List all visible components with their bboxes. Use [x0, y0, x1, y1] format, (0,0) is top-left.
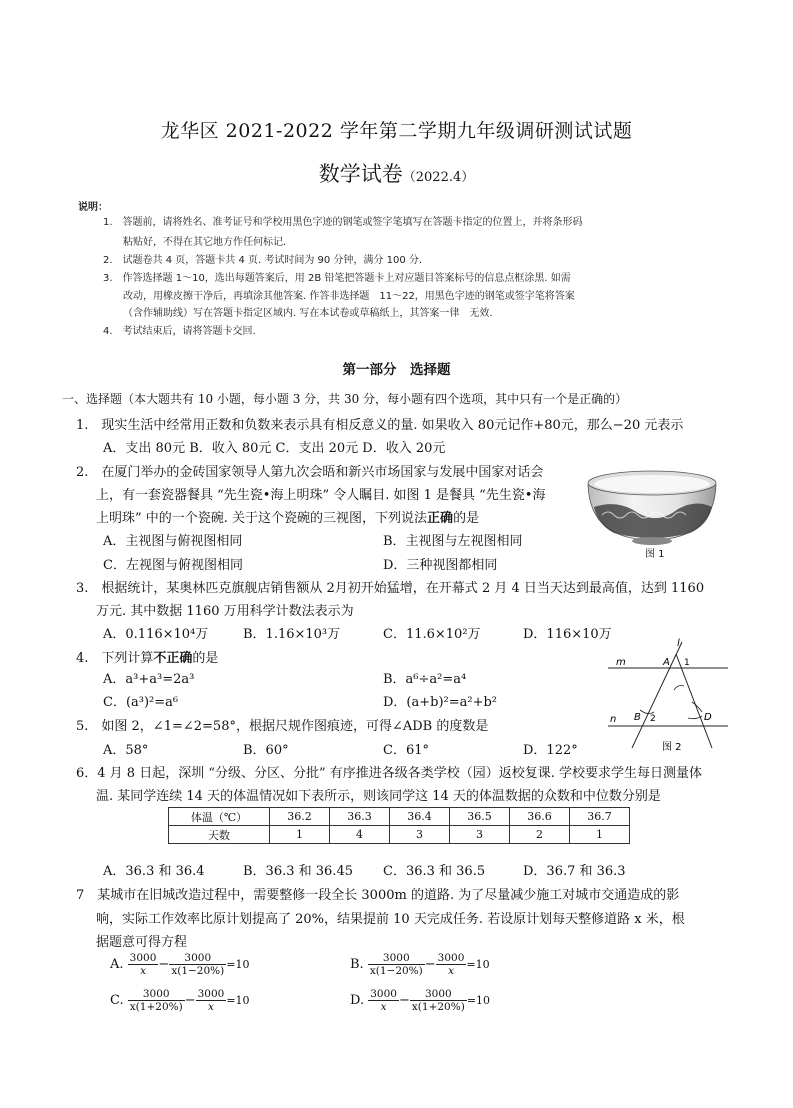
- note-line-1: 1. 答题前，请将姓名、准考证号和学校用黑色字迹的钢笔或签字笔填写在答题卡指定的位置上，并将条形码: [103, 217, 583, 228]
- q2-line3: [96, 507, 479, 526]
- q2-option-c: C．左视图与俯视图相同: [103, 558, 243, 573]
- figure1-caption: 图 1: [645, 549, 665, 560]
- fraction: $\frac{3000}{x(1+20\%)}$: [129, 988, 183, 1013]
- label-d: D: [704, 712, 712, 723]
- compass-arc-1: [674, 686, 684, 691]
- fraction: $\frac{3000}{x}$: [197, 988, 225, 1013]
- q7-line2: 响，实际工作效率比原计划提高了 20%，结果提前 10 天完成任务. 若设原计划每天整修道路 x 米，根: [96, 912, 685, 927]
- q3-line2: 万元. 其中数据 1160 万用科学计数法表示为: [96, 604, 354, 619]
- table-header-days: 天数: [169, 826, 270, 844]
- table-cell: 2: [510, 826, 570, 844]
- q6-option-d: D．36.7 和 36.3: [523, 864, 626, 879]
- q3-line1: 3. 根据统计，某奥林匹克旗舰店销售额从 2月初开始猛增，在开幕式 2 月 4 日当天达到最高值，达到 1160: [76, 581, 705, 596]
- option-letter: C.: [110, 993, 124, 1008]
- q1-text: 1. 现实生活中经常用正数和负数来表示具有相反意义的量. 如果收入 80元记作+80元，那么−20 元表示: [76, 418, 684, 433]
- notes-label: 说明：: [78, 202, 108, 213]
- q7-option-b: B. $\frac{3000}{x(1-20\%)}$ − $\frac{3000}{x}$ =10: [350, 952, 490, 977]
- q1-options: A．支出 80元 B．收入 80元 C．支出 20元 D．收入 20元: [103, 441, 446, 456]
- label-m: m: [616, 657, 626, 668]
- note-line-3: 3. 作答选择题 1～10，选出每题答案后，用 2B 铅笔把答题卡上对应题目答案标号的信息点框涂黑. 如需: [103, 273, 571, 284]
- table-header-temp: 体温（℃）: [169, 808, 270, 826]
- q4-option-b: B．a⁶÷a²=a⁴: [383, 672, 467, 687]
- label-angle-2: 2: [650, 714, 656, 724]
- table-cell: 36.3: [330, 808, 390, 826]
- q6-option-c: C．36.3 和 36.5: [383, 864, 486, 879]
- q7-option-a: A. $\frac{3000}{x}$ − $\frac{3000}{x(1-20\%)}$ =10: [110, 952, 250, 977]
- note-line-3c: （含作辅助线）写在答题卡指定区域内. 写在本试卷或草稿纸上，其答案一律 无效.: [123, 308, 493, 319]
- q4-option-c: C．(a³)²=a⁶: [103, 695, 179, 710]
- q3-option-d: D．116×10万: [523, 627, 612, 642]
- q5-option-b: B．60°: [243, 743, 289, 758]
- fraction: $\frac{3000}{x}$: [370, 988, 397, 1013]
- q3-option-c: C．11.6×10²万: [383, 627, 481, 642]
- fraction: $\frac{3000}{x(1-20\%)}$: [171, 952, 225, 977]
- label-angle-1: 1: [684, 658, 690, 668]
- q2-option-b: B．主视图与左视图相同: [383, 534, 523, 549]
- label-a: A: [663, 657, 670, 668]
- q4-text: [76, 647, 218, 666]
- option-letter: D.: [350, 993, 365, 1008]
- temperature-table: [168, 807, 630, 844]
- q5-option-c: C．61°: [383, 743, 429, 758]
- q2-line1: 2. 在厦门举办的金砖国家领导人第九次会晤和新兴市场国家与发展中国家对话会: [76, 465, 544, 480]
- note-line-2: 2. 试题卷共 4 页，答题卡共 4 页. 考试时间为 90 分钟，满分 100 分.: [103, 255, 423, 266]
- table-cell: 3: [390, 826, 450, 844]
- q7-option-d: D. $\frac{3000}{x}$ − $\frac{3000}{x(1+20\%)}$ =10: [350, 988, 491, 1013]
- q2-line3-end: 的是: [453, 511, 480, 526]
- q2-line2: 上，有一套瓷器餐具 “先生瓷•海上明珠” 令人瞩目. 如图 1 是餐具 “先生瓷•海: [96, 488, 546, 503]
- note-line-1b: 粘贴好，不得在其它地方作任何标记.: [123, 237, 287, 248]
- q6-option-b: B．36.3 和 36.45: [243, 864, 353, 879]
- section-instruction: 一、选择题（本大题共有 10 小题，每小题 3 分，共 30 分，每小题有四个选项，其中只有一个是正确的）: [62, 392, 628, 406]
- q7-line1: 7 某城市在旧城改造过程中，需要整修一段全长 3000m 的道路. 为了尽量减少施工对城市交通造成的影: [76, 888, 680, 903]
- table-cell: 36.5: [450, 808, 510, 826]
- option-letter: B.: [350, 957, 364, 972]
- line-l: [632, 642, 682, 748]
- compass-arc-3: [692, 702, 702, 712]
- option-letter: A.: [110, 957, 124, 972]
- q6-option-a: A．36.3 和 36.4: [103, 864, 205, 879]
- fraction: $\frac{3000}{x(1-20\%)}$: [369, 952, 423, 977]
- q7-line3: 据题意可得方程: [96, 935, 188, 950]
- q4-option-d: D．(a+b)²=a²+b²: [383, 695, 498, 710]
- table-cell: 36.2: [270, 808, 330, 826]
- q7-option-c: C. $\frac{3000}{x(1+20\%)}$ − $\frac{3000}{x}$ =10: [110, 988, 250, 1013]
- q4-text-start: 4. 下列计算: [76, 651, 154, 666]
- table-cell: 1: [270, 826, 330, 844]
- table-cell: 3: [450, 826, 510, 844]
- label-b: B: [634, 712, 641, 723]
- q2-emphasis: 正确: [427, 511, 454, 526]
- exam-date: （2022.4）: [402, 170, 475, 185]
- table-row: [169, 826, 630, 844]
- q2-option-a: A．主视图与俯视图相同: [103, 534, 243, 549]
- q3-option-a: A．0.116×10⁴万: [103, 627, 209, 642]
- table-cell: 1: [570, 826, 630, 844]
- label-n: n: [610, 714, 617, 725]
- q5-text: 5. 如图 2，∠1=∠2=58°，根据尺规作图痕迹，可得∠ADB 的度数是: [76, 719, 489, 734]
- q4-option-a: A．a³+a³=2a³: [103, 672, 195, 687]
- exam-title: 龙华区 2021-2022 学年第二学期九年级调研测试试题: [160, 120, 633, 142]
- q6-line1: 6．4 月 8 日起，深圳 “分级、分区、分批” 有序推进各级各类学校（园）返校复课. 学校要求学生每日测量体: [76, 766, 703, 781]
- q6-line2: 温. 某同学连续 14 天的体温情况如下表所示，则该同学这 14 天的体温数据的众数和中位数分别是: [96, 789, 661, 804]
- note-line-3b: 改动，用橡皮擦干净后，再填涂其他答案. 作答非选择题 11～22，用黑色字迹的钢笔或签字笔将答案: [123, 291, 575, 302]
- geometry-figure: [600, 632, 730, 757]
- q5-option-d: D．122°: [523, 743, 578, 758]
- q3-option-b: B．1.16×10³万: [243, 627, 341, 642]
- q2-line3-text: 上明珠” 中的一个瓷碗. 关于这个瓷碗的三视图，下列说法: [96, 511, 428, 526]
- table-cell: 36.4: [390, 808, 450, 826]
- fraction: $\frac{3000}{x(1+20\%)}$: [411, 988, 465, 1013]
- label-l: l: [677, 638, 680, 649]
- q5-option-a: A．58°: [103, 743, 149, 758]
- table-row: [169, 808, 630, 826]
- q4-text-end: 的是: [192, 651, 219, 666]
- fraction: $\frac{3000}{x}$: [129, 952, 157, 977]
- table-cell: 4: [330, 826, 390, 844]
- table-cell: 36.6: [510, 808, 570, 826]
- table-cell: 36.7: [570, 808, 630, 826]
- subject-title: 数学试卷: [318, 162, 403, 186]
- figure2-caption: 图 2: [662, 742, 682, 753]
- fraction: $\frac{3000}{x}$: [437, 952, 465, 977]
- q4-emphasis: 不正确: [153, 651, 193, 666]
- section-title: 第一部分 选择题: [342, 362, 451, 378]
- q2-option-d: D．三种视图都相同: [383, 558, 498, 573]
- exam-subtitle: [0, 158, 793, 188]
- note-line-4: 4. 考试结束后，请将答题卡交回.: [103, 326, 256, 337]
